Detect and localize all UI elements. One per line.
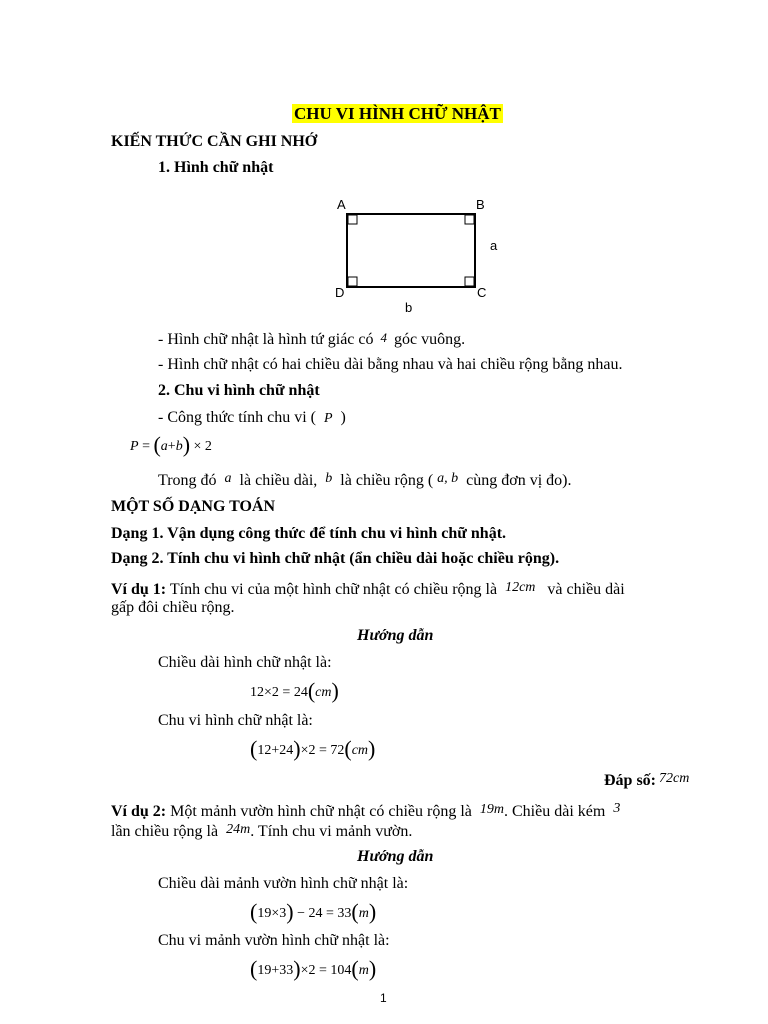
- rectangle-figure: [330, 194, 505, 322]
- example-2-line-1: [111, 799, 620, 822]
- subheading-perimeter: 2. Chu vi hình chữ nhật: [158, 382, 320, 399]
- calc-4-unit-paren-close: ): [368, 956, 377, 981]
- formula-times: × 2: [193, 439, 212, 454]
- calc-1-paren-open: (: [307, 678, 316, 703]
- calc-4-paren-open: (: [250, 956, 258, 981]
- formula-plus: +: [167, 439, 176, 454]
- side-label-b: b: [405, 300, 413, 315]
- vertex-label-b: B: [476, 197, 485, 212]
- example-2-line-2-text: lần chiều rộng là: [111, 823, 219, 840]
- calc-2-unit: cm: [351, 743, 369, 758]
- calc-1-unit: cm: [315, 685, 332, 700]
- formula-intro-var: P: [323, 411, 333, 426]
- calc-4-unit-paren-open: (: [351, 956, 359, 981]
- formula-eq: =: [142, 439, 150, 454]
- right-angle-mark-b: [465, 215, 474, 224]
- problem-type-2: Dạng 2. Tính chu vi hình chữ nhật (ẩn chiều dài hoặc chiều rộng).: [111, 550, 560, 567]
- example-2-diff: 24m: [226, 822, 251, 837]
- calc-4-inner: 19+33: [257, 963, 294, 978]
- example-2-calc-2: [250, 956, 377, 981]
- formula-intro: [158, 408, 346, 429]
- example-2-line-2: [111, 820, 412, 842]
- calc-3-result: 33: [337, 906, 352, 921]
- example-1-line-1: [111, 578, 625, 600]
- example-2-guide-heading: Hướng dẫn: [357, 848, 434, 865]
- calc-3-rest: − 24 =: [297, 906, 334, 921]
- calc-1-result: 24: [293, 685, 308, 700]
- vertex-label-c: C: [477, 285, 487, 300]
- example-1-width: 12cm: [505, 580, 536, 595]
- example-1-label: Ví dụ 1:: [111, 581, 167, 598]
- example-2-text: Một mảnh vườn hình chữ nhật có chiều rộng là: [170, 803, 472, 820]
- example-2-text-mid: . Chiều dài kém: [504, 803, 606, 820]
- example-1-step-1: Chiều dài hình chữ nhật là:: [158, 654, 332, 671]
- calc-4-unit: m: [358, 963, 369, 978]
- formula-b: b: [175, 439, 183, 454]
- where-text-3: là chiều rộng (: [340, 472, 434, 489]
- where-text-2: là chiều dài,: [239, 472, 318, 489]
- title-highlight: CHU VI HÌNH CHỮ NHẬT: [294, 104, 501, 123]
- where-text-1: Trong đó: [158, 472, 217, 489]
- vertex-label-d: D: [335, 285, 345, 300]
- example-1-calc-2: [250, 736, 376, 761]
- calc-3-paren-open: (: [250, 899, 258, 924]
- section-heading-knowledge: KIẾN THỨC CẦN GHI NHỚ: [111, 133, 318, 150]
- example-2-step-2: Chu vi mảnh vườn hình chữ nhật là:: [158, 932, 390, 949]
- calc-4-eq: =: [318, 963, 327, 978]
- calc-2-times: ×2: [300, 743, 316, 758]
- example-2-width: 19m: [479, 802, 504, 817]
- formula-paren-open: (: [153, 432, 161, 457]
- where-text-4: cùng đơn vị đo).: [466, 472, 572, 489]
- formula-p: P: [130, 439, 139, 454]
- example-1-text: Tính chu vi của một hình chữ nhật có chiều rộng là: [169, 581, 498, 598]
- page-number: 1: [380, 991, 387, 1005]
- example-1-guide-heading: Hướng dẫn: [357, 627, 434, 644]
- calc-2-inner: 12+24: [257, 743, 294, 758]
- formula-a: a: [160, 439, 168, 454]
- calc-3-inner: 19×3: [257, 906, 287, 921]
- calc-2-result: 72: [330, 743, 345, 758]
- calc-2-paren-close: ): [293, 736, 301, 761]
- calc-2-unit-paren-open: (: [344, 736, 352, 761]
- calc-3-paren-close: ): [286, 899, 294, 924]
- calc-3-unit-paren-close: ): [368, 899, 377, 924]
- example-2-step-1: Chiều dài mảnh vườn hình chữ nhật là:: [158, 875, 409, 892]
- calc-2-unit-paren-close: ): [368, 736, 376, 761]
- formula-where: [158, 469, 572, 491]
- where-var-ab: a, b: [437, 471, 459, 486]
- fact-line-1: [158, 328, 465, 350]
- page-title: [292, 104, 503, 124]
- example-1-calc-1: [250, 678, 339, 703]
- problem-type-1: Dạng 1. Vận dụng công thức để tính chu vi hình chữ nhật.: [111, 525, 507, 542]
- calc-4-times: ×2: [300, 963, 316, 978]
- rectangle-shape: [347, 214, 475, 287]
- example-2-line-2-end: . Tính chu vi mảnh vườn.: [250, 823, 413, 840]
- calc-2-paren-open: (: [250, 736, 258, 761]
- calc-4-paren-close: ): [293, 956, 301, 981]
- fact-1-number: 4: [380, 330, 388, 345]
- calc-3-unit-paren-open: (: [351, 899, 359, 924]
- fact-1-text: - Hình chữ nhật là hình tứ giác có: [158, 331, 374, 348]
- formula-paren-close: ): [182, 432, 191, 457]
- right-angle-mark-d: [348, 277, 357, 286]
- example-2-times: 3: [613, 801, 621, 816]
- example-2-calc-1: [250, 899, 377, 924]
- formula-intro-text: - Công thức tính chu vi (: [158, 409, 316, 426]
- formula-intro-close: ): [340, 409, 346, 426]
- where-var-b: b: [325, 471, 333, 486]
- calc-4-result: 104: [330, 963, 352, 978]
- calc-1-paren-close: ): [331, 678, 339, 703]
- right-angle-mark-c: [465, 277, 474, 286]
- example-1-text-end: và chiều dài: [547, 581, 625, 598]
- example-1-line-2: gấp đôi chiều rộng.: [111, 599, 235, 616]
- subheading-rectangle: 1. Hình chữ nhật: [158, 159, 274, 176]
- right-angle-mark-a: [348, 215, 357, 224]
- example-2-label: Ví dụ 2:: [111, 803, 167, 820]
- example-1-step-2: Chu vi hình chữ nhật là:: [158, 712, 313, 729]
- section-heading-problem-types: MỘT SỐ DẠNG TOÁN: [111, 498, 276, 515]
- vertex-label-a: A: [337, 197, 346, 212]
- fact-1-text-end: góc vuông.: [394, 331, 466, 348]
- calc-1-lhs: 12×2: [250, 685, 279, 700]
- perimeter-formula: [130, 432, 212, 457]
- fact-line-2: - Hình chữ nhật có hai chiều dài bằng nhau và hai chiều rộng bằng nhau.: [158, 356, 623, 373]
- calc-3-unit: m: [358, 906, 369, 921]
- answer-value: 72cm: [659, 771, 690, 786]
- side-label-a: a: [490, 238, 498, 253]
- calc-2-eq: =: [318, 743, 327, 758]
- where-var-a: a: [224, 471, 232, 486]
- calc-1-eq: =: [282, 685, 291, 700]
- example-1-answer: [604, 769, 689, 791]
- answer-label: Đáp số:: [604, 772, 657, 789]
